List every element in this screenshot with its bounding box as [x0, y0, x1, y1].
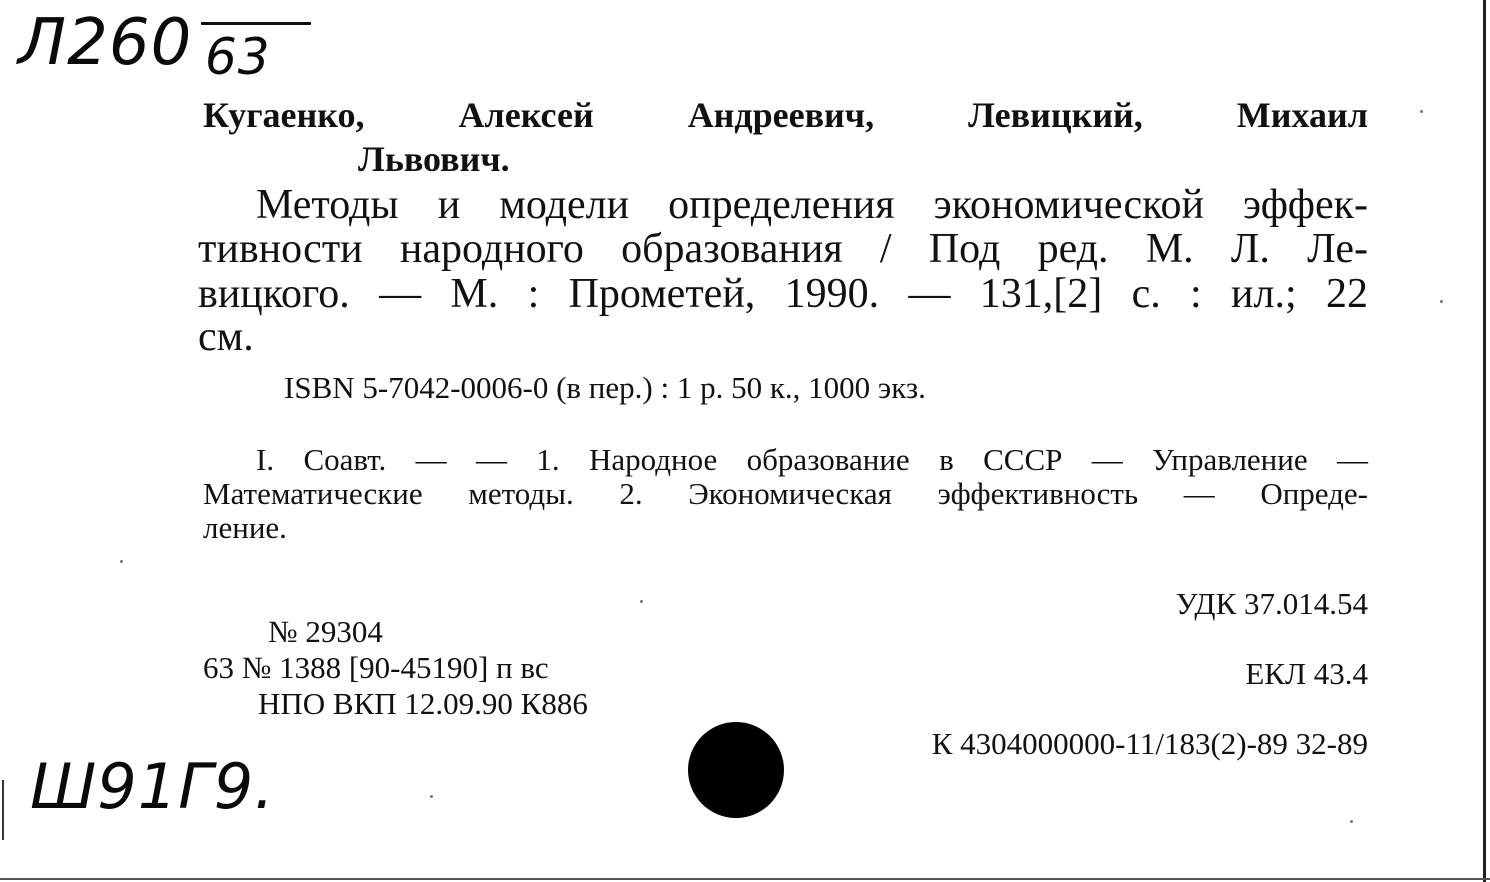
title-line-4: см.	[198, 314, 254, 360]
title-line-2: тивности народного образования / Под ред. М. Л. Ле-	[198, 226, 1368, 272]
author-heading-line2: Львович.	[358, 139, 510, 179]
subjects-line-2: Математические методы. 2. Экономическая эффективность — Опреде-	[203, 476, 1368, 511]
scan-edge-bottom	[0, 878, 1490, 880]
ekl-code: ЕКЛ 43.4	[1245, 656, 1368, 691]
handwritten-number: Л260	[18, 6, 193, 80]
handwritten-shelfmark	[18, 6, 192, 80]
handwritten-fraction-text: 63	[205, 28, 271, 86]
author-surname: Кугаенко,	[203, 95, 365, 135]
dust-speck	[1420, 110, 1423, 113]
card-number: № 29304	[268, 614, 383, 649]
coauthor-surname: Левицкий,	[968, 95, 1143, 135]
isbn-line: ISBN 5-7042-0006-0 (в пер.) : 1 р. 50 к., 1000 экз.	[284, 370, 926, 405]
dust-speck	[1440, 300, 1443, 303]
subjects-line-3: ление.	[203, 510, 287, 545]
udk-code: УДК 37.014.54	[1175, 586, 1368, 621]
handwritten-classmark-text: Ш91Г9.	[30, 750, 275, 823]
punch-hole	[688, 722, 784, 818]
handwritten-classmark	[30, 750, 275, 823]
title-line-1: Методы и модели определения экономической эффек-	[256, 182, 1368, 228]
author-name: Алексей	[458, 95, 594, 135]
coauthor-name: Михаил	[1236, 95, 1368, 135]
dust-speck	[1350, 820, 1353, 823]
author-heading-line1	[203, 94, 1368, 136]
handwritten-fraction	[205, 28, 271, 86]
dust-speck	[120, 560, 123, 563]
printer-line: НПО ВКП 12.09.90 К886	[258, 686, 588, 721]
title-line-3: вицкого. — М. : Прометей, 1990. — 131,[2] с. : ил.; 22	[198, 271, 1368, 317]
k-code: К 4304000000-11/183(2)-89 32-89	[931, 726, 1368, 761]
print-order-line: 63 № 1388 [90-45190] п вс	[203, 650, 549, 685]
dust-speck	[640, 600, 643, 603]
fraction-line	[201, 22, 311, 25]
subjects-line-1: I. Соавт. — — 1. Народное образование в СССР — Управление —	[256, 442, 1368, 477]
scan-edge-left	[2, 780, 4, 840]
dust-speck	[430, 795, 433, 798]
author-patronymic: Андреевич,	[687, 95, 875, 135]
scan-edge-right	[1483, 0, 1486, 882]
